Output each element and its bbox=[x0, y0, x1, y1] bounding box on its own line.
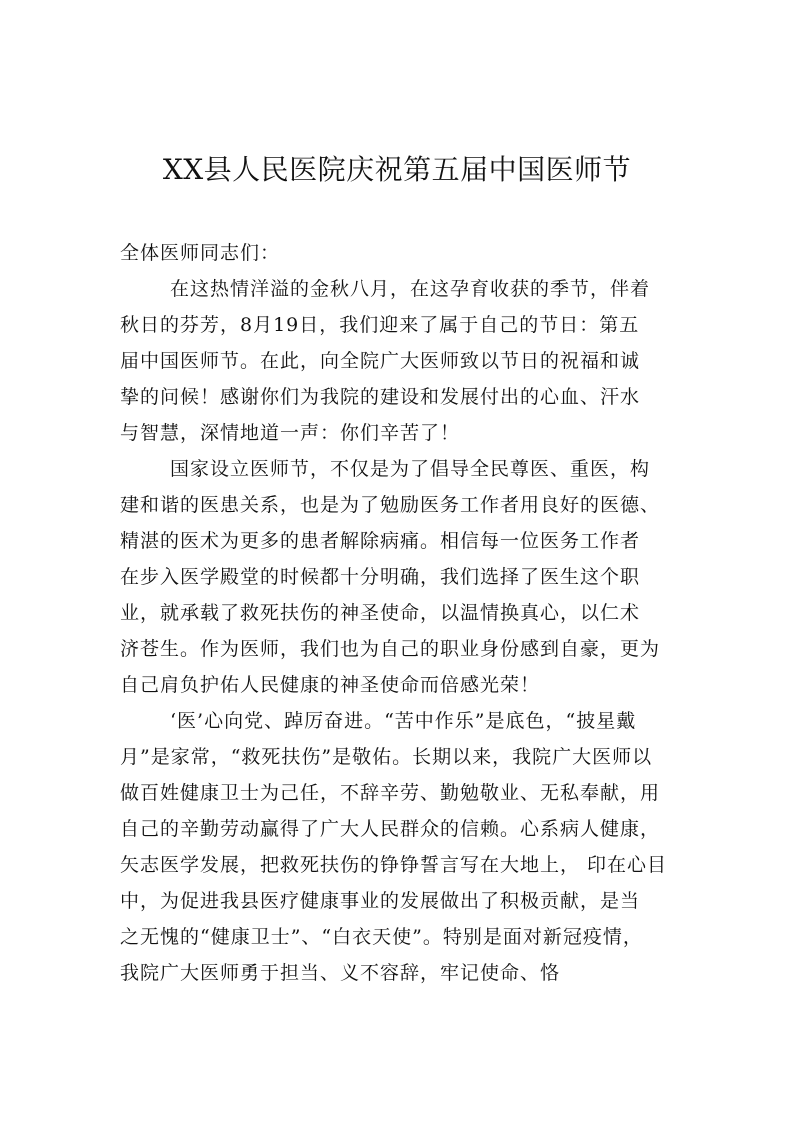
document-body bbox=[120, 235, 690, 991]
paragraph-line: 月”是家常，“救死扶伤”是敬佑。长期以来，我院广大医师以 bbox=[120, 746, 653, 768]
paragraph-line: 建和谐的医患关系，也是为了勉励医务工作者用良好的医德、 bbox=[120, 494, 661, 516]
paragraph-line: 精湛的医术为更多的患者解除病痛。相信每一位医务工作者 bbox=[120, 530, 641, 552]
paragraph-line: 我院广大医师勇于担当、义不容辞，牢记使命、恪 bbox=[120, 962, 561, 984]
paragraph-line: 自己肩负护佑人民健康的神圣使命而倍感光荣！ bbox=[120, 674, 541, 696]
paragraph-line: 与智慧，深情地道一声：你们辛苦了！ bbox=[120, 422, 461, 444]
paragraph-line: 济苍生。作为医师，我们也为自己的职业身份感到自豪，更为 bbox=[120, 638, 661, 660]
paragraph-line: 挚的问候！感谢你们为我院的建设和发展付出的心血、汗水 bbox=[120, 386, 641, 408]
paragraph-line: ‘医’心向党、踔厉奋进。“苦中作乐”是底色，“披星戴 bbox=[170, 710, 637, 732]
paragraph-line: 在这热情洋溢的金秋八月，在这孕育收获的季节，伴着 bbox=[170, 278, 651, 300]
paragraph-line: 矢志医学发展，把救死扶伤的铮铮誓言写在大地上， 印在心目 bbox=[120, 854, 668, 876]
paragraph-line: 中，为促进我县医疗健康事业的发展做出了积极贡献，是当 bbox=[120, 890, 641, 912]
paragraph-line: 做百姓健康卫士为己任，不辞辛劳、勤勉敬业、无私奉献，用 bbox=[120, 782, 661, 804]
paragraph-line: 自己的辛勤劳动赢得了广大人民群众的信赖。心系病人健康， bbox=[120, 818, 661, 840]
paragraph-line: 之无愧的“健康卫士”、“白衣天使”。特别是面对新冠疫情， bbox=[120, 926, 643, 948]
paragraph-line: 业，就承载了救死扶伤的神圣使命，以温情换真心，以仁术 bbox=[120, 602, 641, 624]
page-title: XX县人民医院庆祝第五届中国医师节 bbox=[162, 153, 632, 186]
paragraph-line: 届中国医师节。在此，向全院广大医师致以节日的祝福和诚 bbox=[120, 350, 641, 372]
paragraph-line: 在步入医学殿堂的时候都十分明确，我们选择了医生这个职 bbox=[120, 566, 641, 588]
paragraph-line: 国家设立医师节，不仅是为了倡导全民尊医、重医，构 bbox=[170, 458, 651, 480]
paragraph-line: 秋日的芬芳，8月19日，我们迎来了属于自己的节日：第五 bbox=[120, 314, 640, 336]
salutation-line: 全体医师同志们： bbox=[120, 242, 281, 264]
